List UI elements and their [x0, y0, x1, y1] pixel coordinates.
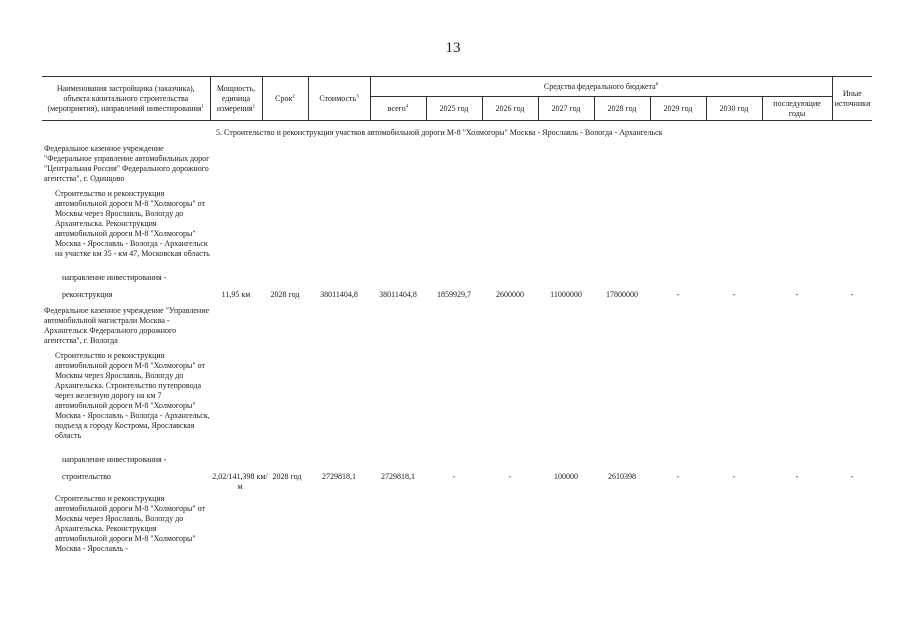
term-value: 2028 год [272, 472, 302, 481]
direction-label: направление инвестирования - [62, 455, 167, 464]
header-year: 2026 год [482, 97, 538, 121]
header-year: 2030 год [706, 97, 762, 121]
value-later-years: - [795, 472, 799, 481]
value-2029: - [676, 472, 680, 481]
table-header [42, 76, 872, 121]
row-label: реконструкция [62, 290, 113, 299]
value-2025: - [452, 472, 456, 481]
object-name: Строительство и реконструкция автомобильной дороги М-8 "Холмогоры" от Москвы через Ярославль, Вологду до Архангельска. Реконструкция автомобильной дороги М-8 "Холмогоры" Москва - Ярославль - Вологда - Архангельск на участке км 35 - км 47, Московская область [55, 189, 210, 258]
header-capacity: Мощность, единица измерения$^1$ [210, 77, 262, 121]
header-total: всего$^4$ [370, 97, 426, 121]
total-value: 2729818,1 [381, 472, 415, 481]
object-name: Строительство и реконструкция автомобильной дороги М-8 "Холмогоры" от Москвы через Ярославль, Вологду до Архангельска. Строительство путепровода через железную дорогу на км 7 автомобильной дороги М-8 "Холмогоры" Москва - Ярославль - Вологда - Архангельск, подъезд к городу Кострома, Ярославская область [55, 351, 210, 440]
header-term: Срок$^2$ [262, 77, 308, 121]
direction-label: направление инвестирования - [62, 273, 167, 282]
value-2028: 2610398 [608, 472, 636, 481]
header-year: 2027 год [538, 97, 594, 121]
header-name: Наименования застройщика (заказчика), объекта капитального строительства (мероприятия), направлений инвестирования$^1$ [42, 77, 210, 121]
value-2026: - [508, 472, 512, 481]
value-other-sources: - [850, 290, 854, 299]
value-2030: - [732, 290, 736, 299]
value-later-years: - [795, 290, 799, 299]
header-federal-budget: Средства федерального бюджета$^6$ [370, 77, 832, 97]
page-number: 13 [445, 40, 461, 56]
developer-name: Федеральное казенное учреждение "Управление автомобильной магистрали Москва - Архангельск Федерального дорожного агентства", г. Вологда [44, 306, 210, 345]
total-value: 38011404,8 [379, 290, 417, 299]
value-2029: - [676, 290, 680, 299]
header-year: 2025 год [426, 97, 482, 121]
header-cost: Стоимость$^3$ [308, 77, 370, 121]
value-other-sources: - [850, 472, 854, 481]
section-title: 5. Строительство и реконструкция участков автомобильной дороги М-8 "Холмогоры" Москва - Ярославль - Вологда - Архангельск [216, 128, 663, 137]
cost-value: 38011404,8 [320, 290, 358, 299]
header-later-years: последующие годы [762, 97, 832, 121]
row-label: строительство [62, 472, 111, 481]
cost-value: 2729818,1 [322, 472, 356, 481]
value-2030: - [732, 472, 736, 481]
developer-name: Федеральное казенное учреждение "Федеральное управление автомобильных дорог "Центральная Россия" Федерального дорожного агентства", г. Одинцово [44, 144, 210, 183]
value-2028: 17800000 [606, 290, 638, 299]
value-2027: 100000 [554, 472, 578, 481]
term-value: 2028 год [270, 290, 300, 299]
header-year: 2029 год [650, 97, 706, 121]
header-year: 2028 год [594, 97, 650, 121]
value-2025: 1859929,7 [437, 290, 471, 299]
value-2026: 2600000 [496, 290, 524, 299]
capacity-value: 2,02/141,398 км/м [212, 472, 268, 491]
value-2027: 11000000 [550, 290, 582, 299]
capacity-value: 11,95 км [221, 290, 251, 299]
header-other-sources: Иные источники [832, 77, 872, 121]
object-name: Строительство и реконструкция автомобильной дороги М-8 "Холмогоры" от Москвы через Ярославль, Вологду до Архангельска. Реконструкция автомобильной дороги М-8 "Холмогоры" Москва - Ярославль - [55, 494, 205, 553]
